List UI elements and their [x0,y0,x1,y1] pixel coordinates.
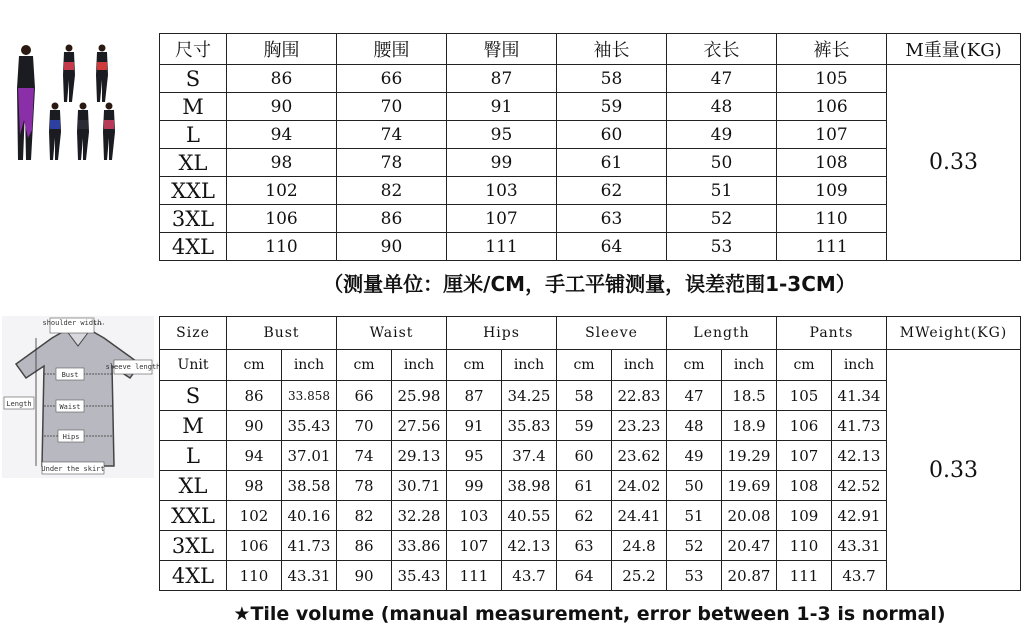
header-cell: Size [160,317,227,350]
length-label: Length [6,400,32,408]
value-cell: 51 [667,177,777,205]
size-cell: 4XL [160,561,227,591]
value-cell: 23.23 [612,411,667,441]
value-cell: 66 [337,65,447,93]
unit-cell: cm [777,350,832,381]
value-cell: 95 [447,441,502,471]
value-cell: 40.55 [502,501,557,531]
value-cell: 50 [667,471,722,501]
value-cell: 29.13 [392,441,447,471]
value-cell: 63 [557,531,612,561]
value-cell: 41.73 [282,531,337,561]
size-cell: XXL [160,177,227,205]
value-cell: 18.5 [722,381,777,411]
header-cell: 臀围 [447,34,557,65]
value-cell: 42.91 [832,501,887,531]
value-cell: 20.08 [722,501,777,531]
value-cell: 34.25 [502,381,557,411]
value-cell: 62 [557,501,612,531]
value-cell: 22.83 [612,381,667,411]
value-cell: 70 [337,93,447,121]
value-cell: 20.87 [722,561,777,591]
value-cell: 107 [447,531,502,561]
bust-label: Bust [61,371,79,379]
value-cell: 91 [447,93,557,121]
value-cell: 50 [667,149,777,177]
value-cell: 37.01 [282,441,337,471]
unit-cell: cm [667,350,722,381]
value-cell: 86 [227,65,337,93]
value-cell: 106 [227,531,282,561]
value-cell: 60 [557,121,667,149]
model-figure [103,103,115,161]
value-cell: 86 [337,531,392,561]
value-cell: 35.43 [282,411,337,441]
value-cell: 109 [777,501,832,531]
value-cell: 94 [227,121,337,149]
sleeve-label: sleeve length [105,363,161,371]
value-cell: 111 [447,233,557,261]
value-cell: 91 [447,411,502,441]
value-cell: 90 [337,561,392,591]
value-cell: 53 [667,233,777,261]
model-figure [17,45,35,160]
weight-cell: 0.33 [887,65,1021,261]
size-cell: M [160,93,227,121]
value-cell: 64 [557,233,667,261]
value-cell: 18.9 [722,411,777,441]
size-cell: XL [160,471,227,501]
value-cell: 59 [557,93,667,121]
value-cell: 59 [557,411,612,441]
value-cell: 43.31 [282,561,337,591]
value-cell: 103 [447,501,502,531]
size-cell: XXL [160,501,227,531]
shoulder-label: shoulder width [42,319,102,327]
value-cell: 42.52 [832,471,887,501]
value-cell: 107 [447,205,557,233]
size-cell: L [160,441,227,471]
hem-label: Under the skirt [41,465,105,473]
value-cell: 27.56 [392,411,447,441]
measurement-note-en: ★Tile volume (manual measurement, error between 1-3 is normal) [233,603,946,625]
unit-cell: cm [447,350,502,381]
size-cell: L [160,121,227,149]
value-cell: 38.98 [502,471,557,501]
value-cell: 86 [227,381,282,411]
value-cell: 106 [777,93,887,121]
value-cell: 42.13 [832,441,887,471]
value-cell: 19.69 [722,471,777,501]
unit-cell: cm [227,350,282,381]
value-cell: 111 [447,561,502,591]
value-cell: 47 [667,65,777,93]
value-cell: 64 [557,561,612,591]
value-cell: 106 [227,205,337,233]
value-cell: 43.31 [832,531,887,561]
model-figure [49,103,61,161]
value-cell: 103 [447,177,557,205]
header-cell: Bust [227,317,337,350]
value-cell: 33.86 [392,531,447,561]
header-cell: Length [667,317,777,350]
value-cell: 43.7 [832,561,887,591]
unit-cell: inch [722,350,777,381]
unit-cell: cm [557,350,612,381]
header-cell: Hips [447,317,557,350]
product-photo [5,40,125,165]
value-cell: 49 [667,121,777,149]
value-cell: 86 [337,205,447,233]
unit-cell: inch [282,350,337,381]
table-header-row [160,34,1021,65]
value-cell: 35.43 [392,561,447,591]
value-cell: 70 [337,411,392,441]
value-cell: 41.34 [832,381,887,411]
size-cell: 4XL [160,233,227,261]
value-cell: 52 [667,531,722,561]
value-cell: 107 [777,441,832,471]
size-table-cn [159,33,1021,261]
value-cell: 102 [227,177,337,205]
value-cell: 109 [777,177,887,205]
measurement-note-cn: （测量单位：厘米/CM，手工平铺测量，误差范围1-3CM） [323,272,856,296]
unit-cell: cm [337,350,392,381]
value-cell: 19.29 [722,441,777,471]
weight-cell: 0.33 [887,350,1021,591]
size-table-en [159,316,1021,591]
value-cell: 48 [667,411,722,441]
header-cell: Waist [337,317,447,350]
value-cell: 40.16 [282,501,337,531]
value-cell: 62 [557,177,667,205]
value-cell: 111 [777,233,887,261]
value-cell: 24.8 [612,531,667,561]
unit-cell: inch [612,350,667,381]
value-cell: 20.47 [722,531,777,561]
header-cell: 裤长 [777,34,887,65]
value-cell: 60 [557,441,612,471]
size-cell: M [160,411,227,441]
value-cell: 74 [337,441,392,471]
value-cell: 25.2 [612,561,667,591]
header-cell: Sleeve [557,317,667,350]
value-cell: 78 [337,471,392,501]
header-cell: M重量(KG) [887,34,1021,65]
value-cell: 99 [447,471,502,501]
header-cell: 衣长 [667,34,777,65]
unit-cell: inch [502,350,557,381]
value-cell: 110 [227,233,337,261]
value-cell: 47 [667,381,722,411]
value-cell: 110 [777,205,887,233]
value-cell: 61 [557,471,612,501]
value-cell: 38.58 [282,471,337,501]
value-cell: 95 [447,121,557,149]
value-cell: 110 [227,561,282,591]
value-cell: 87 [447,65,557,93]
value-cell: 35.83 [502,411,557,441]
size-cell: S [160,65,227,93]
value-cell: 108 [777,471,832,501]
value-cell: 106 [777,411,832,441]
table-row [160,65,1021,93]
value-cell: 48 [667,93,777,121]
value-cell: 110 [777,531,832,561]
value-cell: 108 [777,149,887,177]
value-cell: 58 [557,65,667,93]
unit-cell: inch [832,350,887,381]
value-cell: 90 [227,411,282,441]
value-cell: 111 [777,561,832,591]
unit-row [160,350,1021,381]
value-cell: 42.13 [502,531,557,561]
size-cell: S [160,381,227,411]
hips-label: Hips [62,433,80,441]
value-cell: 98 [227,471,282,501]
value-cell: 25.98 [392,381,447,411]
table-header-row [160,317,1021,350]
value-cell: 74 [337,121,447,149]
value-cell: 99 [447,149,557,177]
value-cell: 78 [337,149,447,177]
value-cell: 98 [227,149,337,177]
header-cell: MWeight(KG) [887,317,1021,350]
value-cell: 87 [447,381,502,411]
value-cell: 41.73 [832,411,887,441]
value-cell: 24.41 [612,501,667,531]
value-cell: 33.858 [282,381,337,411]
size-cell: 3XL [160,205,227,233]
value-cell: 94 [227,441,282,471]
value-cell: 52 [667,205,777,233]
value-cell: 43.7 [502,561,557,591]
value-cell: 82 [337,177,447,205]
model-figure [63,45,75,103]
value-cell: 37.4 [502,441,557,471]
value-cell: 105 [777,65,887,93]
value-cell: 102 [227,501,282,531]
value-cell: 66 [337,381,392,411]
header-cell: 胸围 [227,34,337,65]
model-figure [77,103,89,161]
value-cell: 63 [557,205,667,233]
value-cell: 23.62 [612,441,667,471]
unit-label-cell: Unit [160,350,227,381]
value-cell: 90 [337,233,447,261]
value-cell: 53 [667,561,722,591]
garment-diagram [2,316,161,478]
value-cell: 90 [227,93,337,121]
model-figure [96,45,108,103]
value-cell: 107 [777,121,887,149]
size-cell: 3XL [160,531,227,561]
unit-cell: inch [392,350,447,381]
header-cell: 尺寸 [160,34,227,65]
value-cell: 61 [557,149,667,177]
value-cell: 51 [667,501,722,531]
value-cell: 82 [337,501,392,531]
waist-label: Waist [59,403,81,411]
value-cell: 58 [557,381,612,411]
size-cell: XL [160,149,227,177]
value-cell: 30.71 [392,471,447,501]
header-cell: 袖长 [557,34,667,65]
value-cell: 105 [777,381,832,411]
value-cell: 49 [667,441,722,471]
value-cell: 32.28 [392,501,447,531]
header-cell: Pants [777,317,887,350]
value-cell: 24.02 [612,471,667,501]
header-cell: 腰围 [337,34,447,65]
